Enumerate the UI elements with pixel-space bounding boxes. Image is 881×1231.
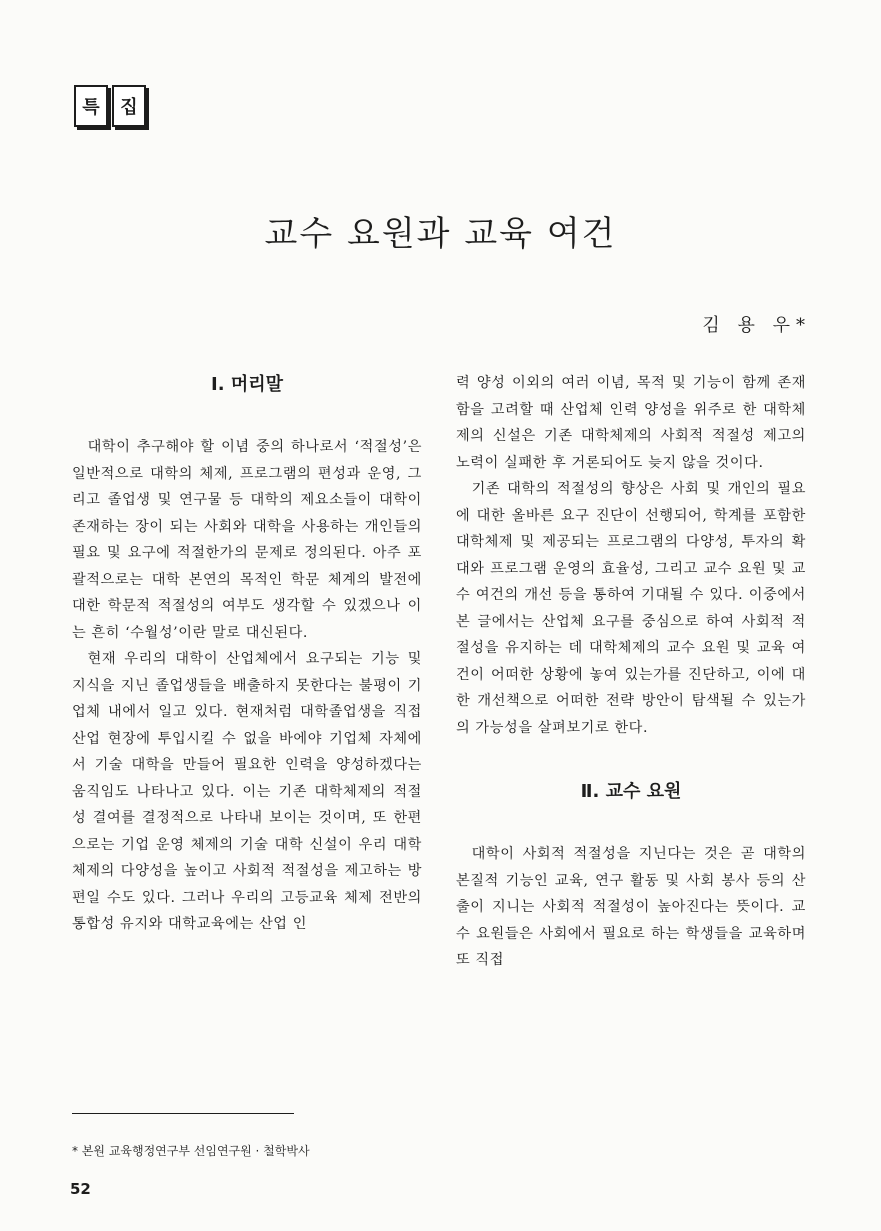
left-column [72,370,422,938]
page-number: 52 [70,1180,91,1198]
footnote: * 본원 교육행정연구부 선임연구원 · 철학박사 [72,1144,310,1158]
right-column [456,370,806,974]
feature-badge [74,85,146,127]
author-name: 김 용 우* [702,315,811,336]
intro-paragraph-3: 력 양성 이외의 여러 이념, 목적 및 기능이 함께 존재함을 고려할 때 산업체 인력 양성을 위주로 한 대학체제의 신설은 기존 대학체제의 사회적 적절성 제고의 노력이 실패한 후 거론되어도 늦지 않을 것이다. [456,375,806,471]
article-title: 교수 요원과 교육 여건 [264,214,617,254]
section-heading-intro: Ⅰ. 머리말 [211,374,283,395]
footnote-divider [72,1113,294,1114]
intro-paragraph-4: 기존 대학의 적절성의 향상은 사회 및 개인의 필요에 대한 올바른 요구 진단이 선행되어, 학계를 포함한 대학체제 및 제공되는 프로그램의 다양성, 투자의 확대와 프로그램 운영의 효율성, 그리고 교수 요원 및 교수 여건의 개선 등을 통하여 기대될 수 있다. 이중에서 본 글에서는 산업체 요구를 중심으로 하여 사회적 적절성을 유지하는 데 대학체제의 교수 요원 및 교육 여건이 어떠한 상황에 놓여 있는가를 진단하고, 이에 대한 개선책으로 어떠한 전략 방안이 탐색될 수 있는가의 가능성을 살펴보기로 한다. [456,481,806,736]
badge-char-2: 집 [112,85,146,127]
intro-paragraph-1: 대학이 추구해야 할 이념 중의 하나로서 ‘적절성’은 일반적으로 대학의 체제, 프로그램의 편성과 운영, 그리고 졸업생 및 연구물 등 대학의 제요소들이 대학이 존재하는 장이 되는 사회와 대학을 사용하는 개인들의 필요 및 요구에 적절한가의 문제로 정의된다. 아주 포괄적으로는 대학 본연의 목적인 학문 체계의 발전에 대한 학문적 적절성의 여부도 생각할 수 있겠으나 이는 흔히 ‘수월성’이란 말로 대신된다. [72,439,422,641]
faculty-paragraph-1: 대학이 사회적 적절성을 지닌다는 것은 곧 대학의 본질적 기능인 교육, 연구 활동 및 사회 봉사 등의 산출이 지니는 사회적 적절성이 높아진다는 뜻이다. 교수 요원들은 사회에서 필요로 하는 학생들을 교육하며 또 직접 [456,846,806,968]
badge-char-1: 특 [74,85,108,127]
intro-paragraph-2: 현재 우리의 대학이 산업체에서 요구되는 기능 및 지식을 지닌 졸업생들을 배출하지 못한다는 불평이 기업체 내에서 일고 있다. 현재처럼 대학졸업생을 직접 산업 현장에 투입시킬 수 없을 바에야 기업체 자체에서 기술 대학을 만들어 필요한 인력을 양성하겠다는 움직임도 나타나고 있다. 이는 기존 대학체제의 적절성 결여를 결정적으로 나타내 보이는 것이며, 또 한편으로는 기업 운영 체제의 기술 대학 신설이 우리 대학체제의 다양성을 높이고 사회적 적절성을 제고하는 방편일 수도 있다. 그러나 우리의 고등교육 체제 전반의 통합성 유지와 대학교육에는 산업 인 [72,651,422,932]
section-heading-faculty: Ⅱ. 교수 요원 [580,781,682,802]
